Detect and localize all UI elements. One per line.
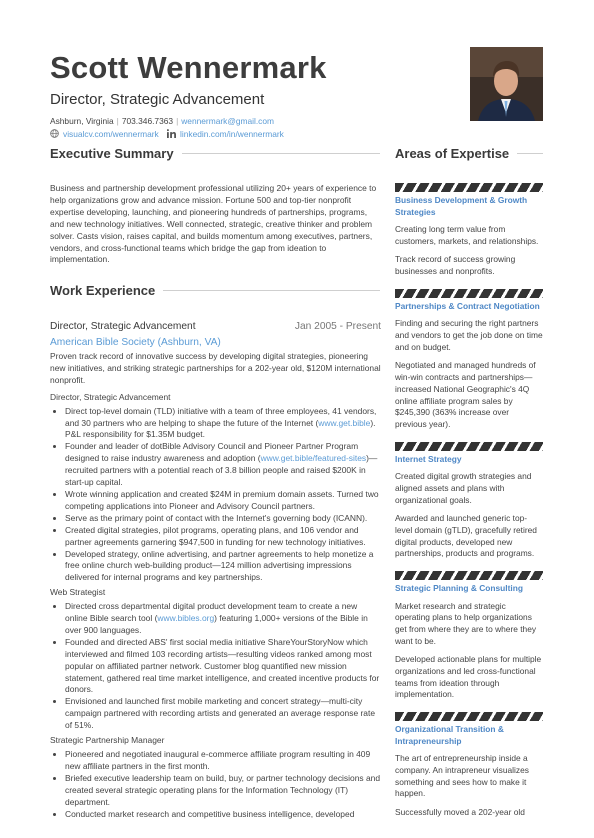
bullet-item [65, 637, 381, 697]
divider [163, 290, 380, 291]
experience-heading-text: Work Experience [50, 283, 156, 298]
bullet-text: Founded and directed ABS' first social media initiative ShareYourStoryNow which interviewed and filmed 103 recording artists—resulting videos ranked among most popular on affiliated partner network. Customer blog quantified new mission statement, gathered real time market intelligence, and created incentive products for donors. [65, 636, 380, 695]
bullet-text: Direct top-level domain (TLD) initiative with a team of three employees, 41 vendors, and 30 partners who are helping to shape the future of the Internet ( [65, 405, 377, 428]
website-link[interactable]: visualcv.com/wennermark [63, 129, 159, 139]
contact-line: Ashburn, Virginia | 703.346.7363 | wennermark@gmail.com [50, 116, 274, 126]
expertise-heading [395, 146, 543, 161]
area-paragraph: The art of entrepreneurship inside a company. An intrapreneur visualizes something and sees how to make it happen. [395, 753, 529, 799]
bullet-item [65, 749, 381, 773]
bullet-item [65, 773, 381, 809]
bullet-text: Developed strategy, online advertising, and partner agreements to help monetize a free online church web-building product—124 million advertising impressions delivered for internal programs and key partnerships. [65, 548, 374, 583]
area-stripe [395, 712, 543, 721]
employer-link[interactable]: American Bible Society (Ashburn, VA) [50, 337, 221, 348]
role-title: Web Strategist [50, 587, 106, 598]
bullet-item [65, 441, 381, 489]
summary-heading [50, 146, 380, 161]
bullet-item [65, 489, 381, 513]
job-roles [50, 392, 381, 821]
bullet-text: Founder and leader of dotBible Advisory Council and Pioneer Partner Program designed to raise industry awareness and adoption ( [65, 441, 359, 464]
bullet-item [65, 513, 381, 525]
area-stripe [395, 183, 543, 192]
area-title: Strategic Planning & Consulting [395, 583, 523, 594]
profile-photo [470, 47, 543, 121]
expertise-area [395, 183, 543, 278]
bullet-text: Serve as the primary point of contact with the Internet's governing body (ICANN). [65, 512, 368, 523]
resume-title: Director, Strategic Advancement [50, 91, 265, 108]
bullet-text: )—recruited partners with a potential reach of 3.8 billion people and raised $200K in start-up capital. [65, 453, 378, 488]
expertise-area [395, 712, 543, 819]
job-title: Director, Strategic Advancement [50, 321, 196, 332]
bullet-text: Pioneered and negotiated inaugural e-commerce affiliate program resulting in 409 new affiliate partners in the first month. [65, 749, 371, 771]
area-title: Business Development & Growth Strategies [395, 195, 528, 217]
area-description [395, 753, 543, 819]
divider [182, 153, 380, 154]
area-title: Organizational Transition & Intrapreneurship [395, 724, 504, 746]
role-title: Strategic Partnership Manager [50, 735, 165, 746]
linkedin-link[interactable]: linkedin.com/in/wennermark [180, 129, 284, 139]
bullet-item [65, 809, 381, 821]
summary-heading-text: Executive Summary [50, 146, 174, 161]
linkedin-icon [167, 129, 176, 140]
expertise-area [395, 289, 543, 431]
role-bullets [50, 601, 381, 732]
bullet-text: Wrote winning application and created $24M in premium domain assets. Turned two competing applications into Pioneer and Advisory Council partners. [65, 488, 379, 511]
bullet-item [65, 601, 381, 637]
area-description [395, 601, 543, 702]
email-link[interactable]: wennermark@gmail.com [181, 116, 274, 126]
area-paragraph: Developed actionable plans for multiple organizations and led cross-functional teams from ideation through implementation. [395, 654, 542, 700]
area-description [395, 318, 543, 430]
profile-links [50, 129, 284, 140]
expertise-list [395, 183, 543, 830]
bullet-text: Directed cross departmental digital product development team to create a new online Bible search tool ( [65, 601, 358, 624]
area-paragraph: Finding and securing the right partners and vendors to get the job done on time and on budget. [395, 318, 543, 352]
area-paragraph: Awarded and launched generic top-level domain (gTLD), gracefully retired digital products, developed new partnerships, products and programs. [395, 513, 537, 559]
area-stripe [395, 442, 543, 451]
area-paragraph: Successfully moved a 202-year old [395, 807, 525, 817]
role-bullets [50, 749, 381, 820]
bullet-text: ) featuring 1,000+ versions of the Bible in over 900 languages. [65, 613, 368, 635]
bullet-text: Created digital strategies, pilot programs, operating plans, and 106 vendor and partner agreements garnering $947,500 in funding for new technology initiatives. [65, 524, 366, 547]
bullet-link[interactable]: www.get.bible/featured-sites [260, 453, 367, 464]
experience-heading [50, 283, 380, 298]
area-description [395, 471, 543, 560]
bullet-link[interactable]: www.get.bible [318, 417, 371, 428]
bullet-item [65, 525, 381, 549]
expertise-heading-text: Areas of Expertise [395, 146, 510, 161]
bullet-link[interactable]: www.bibles.org [157, 613, 215, 624]
area-paragraph: Market research and strategic operating plans to help organizations get from where they are to where they want to be. [395, 600, 537, 646]
role-title: Director, Strategic Advancement [50, 391, 171, 402]
area-paragraph: Created digital growth strategies and aligned assets and plans with organizational goals. [395, 471, 532, 505]
bullet-text: ). P&L responsibility for $1.35M budget. [65, 417, 376, 440]
area-stripe [395, 289, 543, 298]
role-bullets [50, 406, 381, 585]
location: Ashburn, Virginia [50, 116, 114, 126]
area-paragraph: Track record of success growing businesses and nonprofits. [395, 254, 516, 277]
bullet-item [65, 406, 381, 442]
area-description [395, 224, 543, 278]
job-date: Jan 2005 - Present [294, 321, 381, 332]
bullet-text: Envisioned and launched first mobile marketing and concert strategy—multi-city campaign partnered with recording artists and generated an average response rate of 51%. [65, 696, 376, 731]
globe-icon [50, 129, 59, 140]
bullet-text: Conducted market research and competitive business intelligence, developed [65, 808, 355, 819]
bullet-item [65, 696, 381, 732]
area-paragraph: Creating long term value from customers, markets, and relationships. [395, 224, 539, 246]
job-header [50, 321, 381, 332]
bullet-text: Briefed executive leadership team on build, buy, or partner technology decisions and created several strategic operating plans for the Information Technology (IT) department. [65, 772, 381, 807]
summary-text: Business and partnership development professional utilizing 20+ years of experience to help organizations grow and advance mission. Fortune 500 and top-tier nonprofit expertise developing, launching, and pioneering hundreds of partnerships, programs, and new technology initiatives. Well connected, strategic, creative thinker and problem solver. Casts vision, raises capital, and builds momentum among executives, partners, vendors, and cross-functional teams which bridge the gap from ideation to implementation. [50, 183, 377, 265]
bullet-item [65, 549, 381, 585]
job-entry [50, 321, 381, 820]
resume-name: Scott Wennermark [50, 50, 327, 85]
area-title: Partnerships & Contract Negotiation [395, 300, 540, 311]
area-stripe [395, 571, 543, 580]
area-paragraph: Negotiated and managed hundreds of win-win contracts and partnerships—increased National Geographic's 4Q online affiliate program sales by $245,390 (363% increase over previous year). [395, 360, 536, 429]
divider [517, 153, 543, 154]
expertise-area [395, 571, 543, 701]
expertise-area [395, 442, 543, 560]
area-title: Internet Strategy [395, 453, 462, 464]
job-intro: Proven track record of innovative success by developing digital strategies, pioneering new initiatives, and striking strategic partnerships for a 202-year old, $120M international nonprofit. [50, 351, 381, 385]
phone[interactable]: 703.346.7363 [121, 116, 174, 126]
